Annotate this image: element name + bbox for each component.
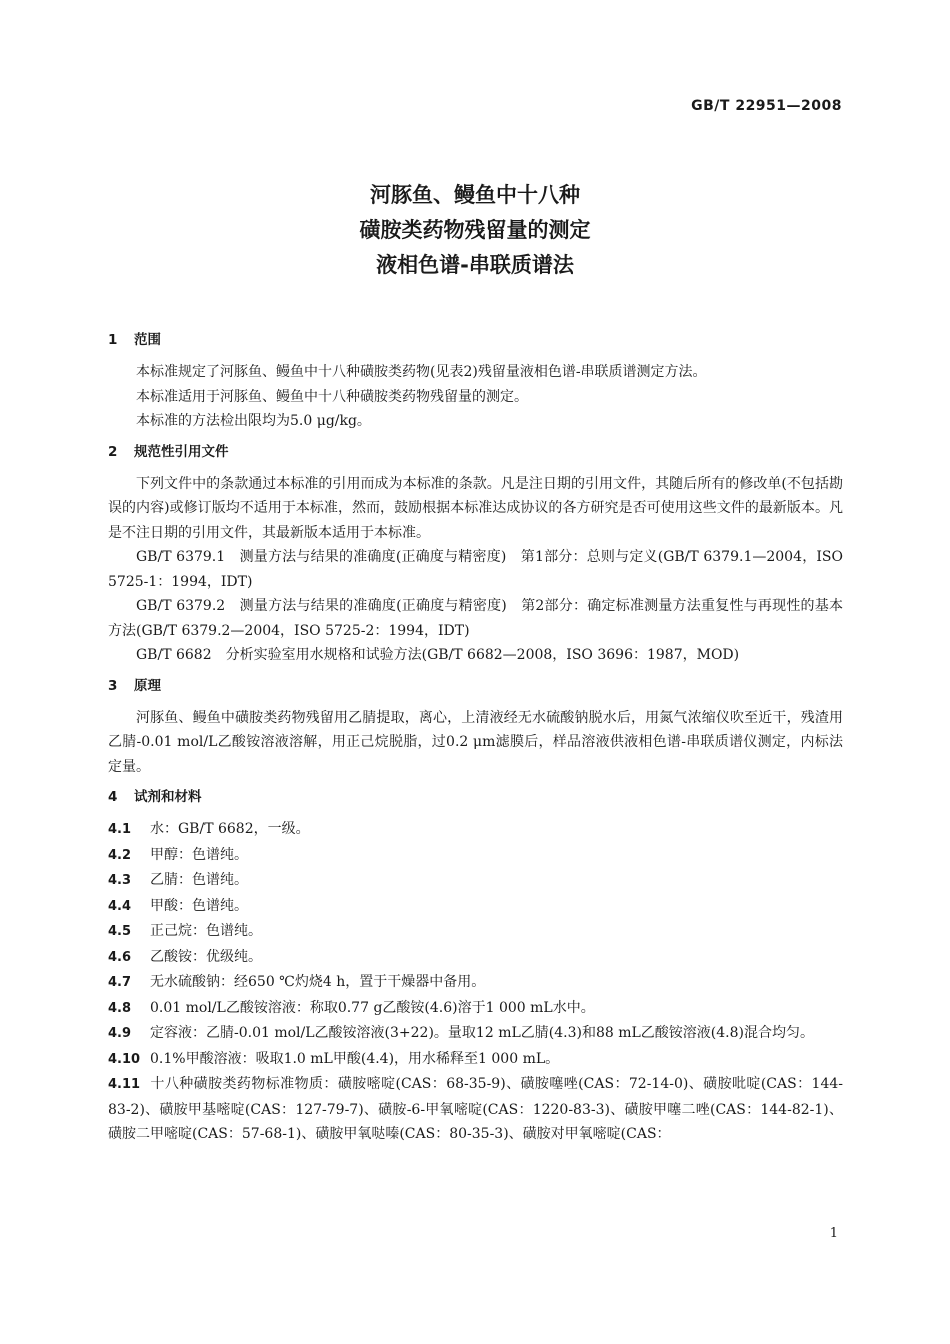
item-number: 4.4	[108, 898, 132, 914]
item-number: 4.1	[108, 822, 132, 837]
section-title: 规范性引用文件	[134, 443, 229, 460]
section-2-heading	[108, 440, 843, 464]
reagent-list	[108, 817, 843, 1147]
item-text: 甲酸：色谱纯。	[150, 897, 248, 914]
item-text: 乙酸铵：优级纯。	[150, 948, 262, 965]
paragraph: 本标准的方法检出限均为5.0 μg/kg。	[136, 413, 371, 429]
item-number: 4.11	[108, 1077, 141, 1092]
reference-item: GB/T 6379.1 测量方法与结果的准确度(正确度与精密度) 第1部分：总则与定义(GB/T 6379.1—2004，ISO 5725-1：1994，IDT)	[108, 549, 843, 590]
item-text: 乙腈：色谱纯。	[150, 872, 248, 888]
item-text: 0.1%甲酸溶液：吸取1.0 mL甲酸(4.4)，用水稀释至1 000 mL。	[150, 1050, 560, 1067]
section-title: 原理	[134, 677, 161, 694]
list-item	[108, 1047, 843, 1073]
paragraph: 下列文件中的条款通过本标准的引用而成为本标准的条款。凡是注日期的引用文件，其随后所有的修改单(不包括勘误的内容)或修订版均不适用于本标准，然而，鼓励根据本标准达成协议的各方研究是否可使用这些文件的最新版本。凡是不注日期的引用文件，其最新版本适用于本标准。	[108, 475, 843, 541]
title-line-1: 河豚鱼、鳗鱼中十八种	[370, 183, 580, 207]
item-text: 甲醇：色谱纯。	[150, 846, 248, 863]
list-item	[108, 996, 843, 1022]
section-1-heading	[108, 328, 843, 352]
item-text: 0.01 mol/L乙酸铵溶液：称取0.77 g乙酸铵(4.6)溶于1 000 mL水中。	[150, 999, 595, 1016]
list-item	[108, 945, 843, 971]
item-number: 4.7	[108, 975, 132, 990]
page-number: 1	[829, 1226, 838, 1241]
list-item	[108, 894, 843, 920]
item-number: 4.10	[108, 1051, 141, 1067]
reference-item: GB/T 6379.2 测量方法与结果的准确度(正确度与精密度) 第2部分：确定标准测量方法重复性与再现性的基本方法(GB/T 6379.2—2004，ISO 5725-2：1994，IDT)	[108, 598, 843, 639]
item-number: 4.9	[108, 1026, 132, 1041]
section-title: 试剂和材料	[134, 789, 202, 805]
item-number: 4.6	[108, 949, 132, 965]
document-title	[0, 178, 950, 283]
paragraph: 河豚鱼、鳗鱼中磺胺类药物残留用乙腈提取，离心，上清液经无水硫酸钠脱水后，用氮气浓缩仪吹至近干，残渣用乙腈-0.01 mol/L乙酸铵溶液溶解，用正己烷脱脂，过0.2 μm滤膜后，样品溶液供液相色谱-串联质谱仪测定，内标法定量。	[108, 709, 843, 775]
section-number: 2	[108, 443, 118, 460]
item-text: 无水硫酸钠：经650 ℃灼烧4 h，置于干燥器中备用。	[150, 974, 486, 990]
item-number: 4.8	[108, 1000, 132, 1016]
section-3-heading	[108, 674, 843, 698]
list-item	[108, 868, 843, 894]
list-item	[108, 919, 843, 945]
section-title: 范围	[134, 332, 161, 348]
paragraph: 本标准适用于河豚鱼、鳗鱼中十八种磺胺类药物残留量的测定。	[136, 388, 528, 405]
list-item	[108, 817, 843, 843]
item-number: 4.3	[108, 873, 132, 888]
document-body	[108, 322, 843, 1147]
list-item	[108, 1072, 843, 1147]
section-4-heading	[108, 785, 843, 809]
item-text: 定容液：乙腈-0.01 mol/L乙酸铵溶液(3+22)。量取12 mL乙腈(4.3)和88 mL乙酸铵溶液(4.8)混合均匀。	[150, 1025, 814, 1041]
item-number: 4.5	[108, 924, 132, 939]
list-item	[108, 1021, 843, 1047]
title-line-3: 液相色谱-串联质谱法	[376, 253, 574, 277]
list-item	[108, 970, 843, 996]
item-text: 正己烷：色谱纯。	[150, 923, 262, 939]
title-line-2: 磺胺类药物残留量的测定	[359, 218, 591, 242]
item-text: 十八种磺胺类药物标准物质：磺胺嘧啶(CAS：68-35-9)、磺胺噻唑(CAS：72-14-0)、磺胺吡啶(CAS：144-83-2)、磺胺甲基嘧啶(CAS：127-79-7)、磺胺-6-甲氧嘧啶(CAS：1220-83-3)、磺胺甲噻二唑(CAS：144-82-1)、磺胺二甲嘧啶(CAS：57-68-1)、磺胺甲氧哒嗪(CAS：80-35-3)、磺胺对甲氧嘧啶(CAS：	[108, 1076, 843, 1142]
item-text: 水：GB/T 6682，一级。	[150, 821, 310, 837]
list-item	[108, 843, 843, 869]
section-number: 1	[108, 332, 118, 348]
section-number: 4	[108, 789, 118, 805]
section-number: 3	[108, 677, 118, 694]
standard-code: GB/T 22951—2008	[691, 98, 842, 114]
reference-item: GB/T 6682 分析实验室用水规格和试验方法(GB/T 6682—2008，ISO 3696：1987，MOD)	[136, 647, 740, 663]
item-number: 4.2	[108, 847, 132, 863]
paragraph: 本标准规定了河豚鱼、鳗鱼中十八种磺胺类药物(见表2)残留量液相色谱-串联质谱测定方法。	[136, 364, 707, 380]
